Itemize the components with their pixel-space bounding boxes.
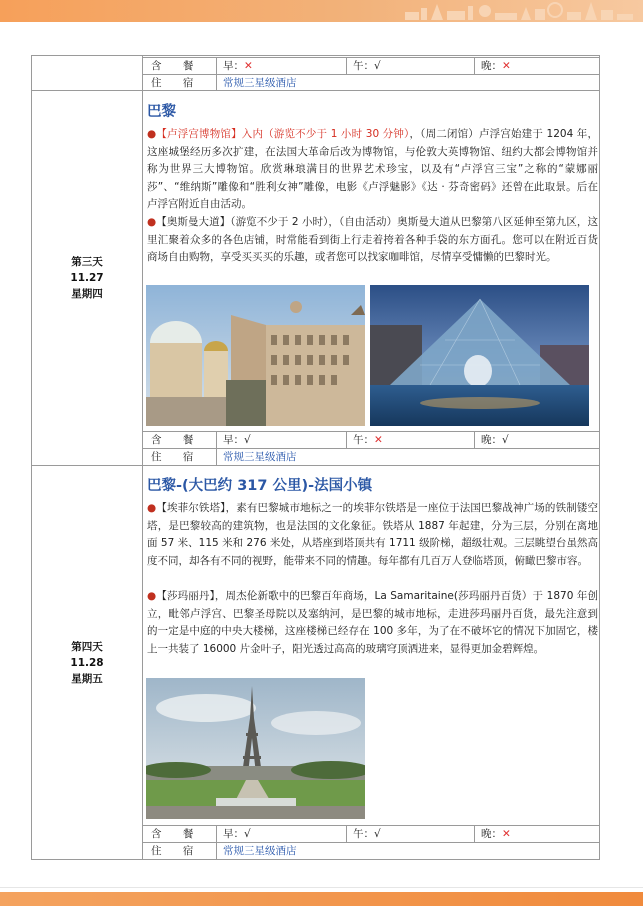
day4-column — [32, 466, 143, 859]
day4-content — [143, 466, 599, 859]
bullet-icon: ● — [147, 216, 157, 228]
day3-column — [32, 91, 143, 465]
breakfast-label: 早： — [223, 828, 244, 840]
day4-paragraph-eiffel — [147, 500, 598, 570]
breakfast-value: ✕ — [244, 60, 253, 72]
hotel-label: 住 宿 — [143, 449, 217, 465]
day4-eiffel-text: ，素有巴黎城市地标之一的埃菲尔铁塔是一座位于法国巴黎战神广场的铁制镂空塔，是巴黎较高的建筑物，也是法国的文化象征。铁塔从 1887 年起建，分为三层，分别在离地面 57 米、115 米和 276 米处，从塔座到塔顶共有 1711 级阶梯，超级壮观。三层眺望台虽然高度不同，却各有不同的视野，能带来不同的情趣。每年都有几百万人登临塔顶，俯瞰巴黎市容。 — [147, 502, 598, 567]
hotel-value: 常规三星级酒店 — [223, 451, 297, 463]
dinner-label: 晚： — [481, 434, 502, 446]
lunch-value: √ — [374, 60, 381, 72]
day4-title: 巴黎-(大巴约 317 公里)-法国小镇 — [147, 478, 373, 494]
footer-banner — [0, 892, 643, 906]
hotel-label: 住 宿 — [143, 75, 217, 91]
hotel-label: 住 宿 — [143, 843, 217, 859]
day4-block — [31, 465, 600, 860]
hotel-row — [143, 74, 599, 91]
day3-paragraph-haussmann — [147, 214, 598, 267]
breakfast-cell — [217, 432, 347, 448]
dinner-value: ✕ — [502, 828, 511, 840]
lunch-label: 午： — [353, 828, 374, 840]
meal-label: 含 餐 — [143, 432, 217, 448]
breakfast-cell — [217, 826, 347, 842]
meal-label: 含 餐 — [143, 826, 217, 842]
previous-day-block — [31, 55, 600, 91]
day3-title: 巴黎 — [147, 104, 176, 120]
louvre-pyramid-photo — [370, 285, 589, 426]
dinner-cell — [475, 58, 599, 74]
day3-weekday: 星期四 — [71, 288, 103, 300]
meal-label: 含 餐 — [143, 58, 217, 74]
dinner-value: ✕ — [502, 60, 511, 72]
day3-day: 第三天 — [71, 256, 103, 268]
lunch-cell — [347, 432, 475, 448]
dinner-label: 晚： — [481, 828, 502, 840]
lunch-value: ✕ — [374, 434, 383, 446]
lunch-cell — [347, 58, 475, 74]
day3-hotel-row — [143, 448, 599, 465]
day4-hotel-row — [143, 842, 599, 859]
day3-haussmann-heading: 【奥斯曼大道】 — [156, 216, 231, 228]
footer-divider — [0, 887, 643, 888]
hotel-value: 常规三星级酒店 — [223, 77, 297, 89]
day4-weekday: 星期五 — [71, 672, 103, 685]
bullet-icon: ● — [147, 590, 157, 602]
lunch-label: 午： — [353, 60, 374, 72]
day4-eiffel-heading: 【埃菲尔铁塔】 — [156, 502, 226, 514]
day3-date: 11.27 — [70, 272, 104, 284]
city-skyline-icon — [405, 2, 635, 20]
dinner-cell — [475, 432, 599, 448]
day3-paragraph-louvre — [147, 126, 598, 214]
hotel-value: 常规三星级酒店 — [223, 845, 297, 857]
day4-paragraph-samaritaine — [147, 588, 598, 658]
lunch-label: 午： — [353, 434, 374, 446]
day4-meal-row — [143, 825, 599, 842]
previous-day-content — [143, 56, 599, 90]
day3-content — [143, 91, 599, 465]
day4-samaritaine-text: ，周杰伦新歌中的巴黎百年商场，La Samaritaine(莎玛丽丹百货）于 1870 年创立，毗邻卢浮宫、巴黎圣母院以及塞纳河，是巴黎的城市地标，走进莎玛丽丹百货，最先注意到的一定是中庭的中央大楼梯，这座楼梯已经存在 100 多年，为了在不破坏它的情况下加固它，楼上一共装了 16000 片金叶子，阳光透过高高的玻璃穹顶洒进来，显得更加金碧辉煌。 — [147, 590, 598, 655]
day4-samaritaine-heading: 【莎玛丽丹】 — [156, 590, 215, 602]
breakfast-cell — [217, 58, 347, 74]
day-column-empty — [32, 56, 143, 90]
day3-louvre-text: ，（周二闭馆）卢浮宫始建于 1204 年，这座城堡经历多次扩建，在法国大革命后改为博物馆，与伦敦大英博物馆、纽约大都会博物馆并称为世界三大博物馆。欣赏琳琅满目的世界艺术珍宝，以及有“卢浮宫三宝”之称的“蒙娜丽莎”、“维纳斯”雕像和“胜利女神”雕像，电影《卢浮魅影》《达 · 芬奇密码》还曾在此取景。后在卢浮宫附近自由活动。 — [147, 128, 598, 211]
galeries-lafayette-photo — [146, 285, 365, 426]
day3-louvre-heading: 【卢浮宫博物馆】入内（游览不少于 1 小时 30 分钟） — [156, 128, 410, 140]
bullet-icon: ● — [147, 502, 157, 514]
day3-meal-row — [143, 431, 599, 448]
dinner-label: 晚： — [481, 60, 502, 72]
breakfast-value: √ — [244, 828, 251, 840]
breakfast-value: √ — [244, 434, 251, 446]
day3-haussmann-text: （游览不少于 2 小时），（自由活动）奥斯曼大道从巴黎第八区延伸至第九区，这里汇聚着众多的各色店铺，时常能看到街上行走着挎着各种手袋的东方面孔。您可以在附近百货商场自由购物，享受买买买的乐趣，或者您可以找家咖啡馆，尽情享受慵懒的巴黎时光。 — [147, 216, 599, 264]
day3-block — [31, 90, 600, 466]
breakfast-label: 早： — [223, 60, 244, 72]
breakfast-label: 早： — [223, 434, 244, 446]
meal-row — [143, 57, 599, 74]
lunch-cell — [347, 826, 475, 842]
day4-date: 11.28 — [70, 656, 104, 669]
lunch-value: √ — [374, 828, 381, 840]
dinner-cell — [475, 826, 599, 842]
bullet-icon: ● — [147, 128, 157, 140]
dinner-value: √ — [502, 434, 509, 446]
eiffel-tower-photo — [146, 678, 365, 819]
day4-day: 第四天 — [71, 640, 103, 653]
header-banner — [0, 0, 643, 22]
